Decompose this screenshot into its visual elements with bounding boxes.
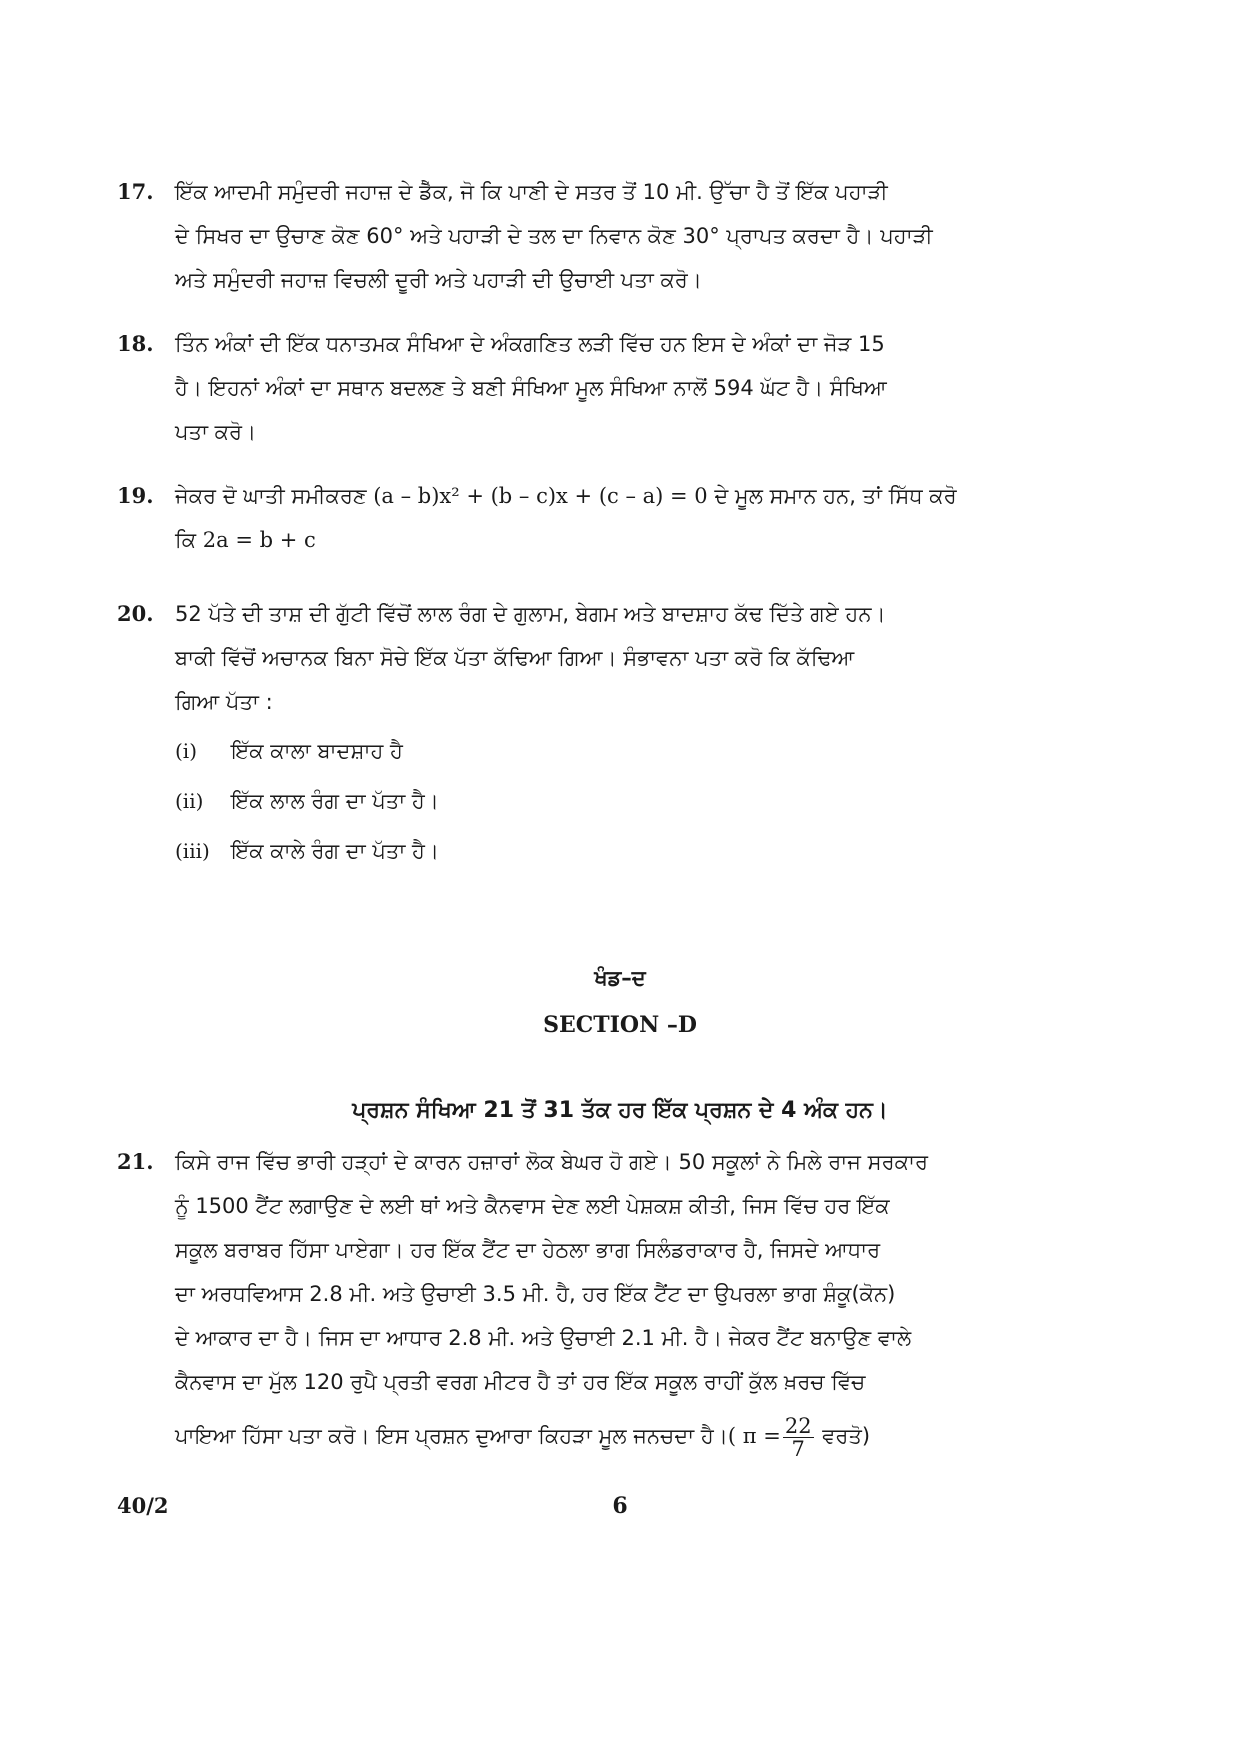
subpart-ii — [175, 776, 1067, 826]
question-text-segment: ਦੇ ਮੂਲ ਸਮਾਨ ਹਨ, ਤਾਂ ਸਿੱਧ ਕਰੋ — [707, 484, 957, 508]
question-19 — [117, 474, 1067, 562]
question-text — [175, 170, 1067, 302]
question-line: ਕੈਨਵਾਸ ਦਾ ਮੁੱਲ 120 ਰੁਪੈ ਪ੍ਰਤੀ ਵਰਗ ਮੀਟਰ ਹੈ ਤਾਂ ਹਰ ਇੱਕ ਸਕੂਲ ਰਾਹੀਂ ਕੁੱਲ ਖ਼ਰਚ ਵਿੱਚ — [175, 1370, 866, 1394]
subpart-text: ਇੱਕ ਕਾਲਾ ਬਾਦਸ਼ਾਹ ਹੈ — [231, 739, 403, 763]
section-title-punjabi: ਖੰਡ–ਦ — [594, 966, 646, 990]
question-line — [175, 474, 1067, 518]
subpart-label: (iii) — [175, 839, 210, 863]
question-line: ਹੈ। ਇਹਨਾਂ ਅੰਕਾਂ ਦਾ ਸਥਾਨ ਬਦਲਣ ਤੇ ਬਣੀ ਸੰਖਿਆ ਮੂਲ ਸੰਖਿਆ ਨਾਲੋਂ 594 ਘੱਟ ਹੈ। ਸੰਖਿਆ — [175, 376, 887, 400]
subpart-text: ਇੱਕ ਲਾਲ ਰੰਗ ਦਾ ਪੱਤਾ ਹੈ। — [231, 789, 439, 813]
subpart-label: (i) — [175, 739, 198, 763]
question-text — [175, 592, 1067, 876]
question-line: ਨੂੰ 1500 ਟੈਂਟ ਲਗਾਉਣ ਦੇ ਲਈ ਥਾਂ ਅਤੇ ਕੈਨਵਾਸ ਦੇਣ ਲਈ ਪੇਸ਼ਕਸ਼ ਕੀਤੀ, ਜਿਸ ਵਿੱਚ ਹਰ ਇੱਕ — [175, 1194, 890, 1218]
question-line: 52 ਪੱਤੇ ਦੀ ਤਾਸ਼ ਦੀ ਗੁੱਟੀ ਵਿੱਚੋਂ ਲਾਲ ਰੰਗ ਦੇ ਗੁਲਾਮ, ਬੇਗਮ ਅਤੇ ਬਾਦਸ਼ਾਹ ਕੱਢ ਦਿੱਤੇ ਗਏ ਹਨ। — [175, 602, 886, 626]
page-number: 6 — [612, 1493, 628, 1519]
pi-label: ( π = — [727, 1424, 781, 1448]
section-instruction: ਪ੍ਰਸ਼ਨ ਸੰਖਿਆ 21 ਤੋਂ 31 ਤੱਕ ਹਰ ਇੱਕ ਪ੍ਰਸ਼ਨ ਦੇ 4 ਅੰਕ ਹਨ। — [352, 1098, 888, 1123]
subpart-text: ਇੱਕ ਕਾਲੇ ਰੰਗ ਦਾ ਪੱਤਾ ਹੈ। — [231, 839, 440, 863]
question-number: 20. — [117, 601, 154, 626]
question-line — [175, 518, 1067, 562]
question-line: ਦੇ ਆਕਾਰ ਦਾ ਹੈ। ਜਿਸ ਦਾ ਆਧਾਰ 2.8 ਮੀ. ਅਤੇ ਉਚਾਈ 2.1 ਮੀ. ਹੈ। ਜੇਕਰ ਟੈਂਟ ਬਨਾਉਣ ਵਾਲੇ — [175, 1326, 912, 1350]
question-line — [175, 1414, 1067, 1460]
question-line: ਗਿਆ ਪੱਤਾ : — [175, 690, 273, 714]
question-number: 18. — [117, 331, 154, 356]
question-line: ਇੱਕ ਆਦਮੀ ਸਮੁੰਦਰੀ ਜਹਾਜ਼ ਦੇ ਡੈੱਕ, ਜੋ ਕਿ ਪਾਣੀ ਦੇ ਸਤਰ ਤੋਂ 10 ਮੀ. ਉੱਚਾ ਹੈ ਤੋਂ ਇੱਕ ਪਹਾੜੀ — [175, 180, 888, 204]
question-line: ਦੇ ਸਿਖਰ ਦਾ ਉਚਾਣ ਕੋਣ 60° ਅਤੇ ਪਹਾੜੀ ਦੇ ਤਲ ਦਾ ਨਿਵਾਨ ਕੋਣ 30° ਪ੍ਰਾਪਤ ਕਰਦਾ ਹੈ। ਪਹਾੜੀ — [175, 224, 933, 248]
subpart-i — [175, 726, 1067, 776]
subpart-label: (ii) — [175, 789, 204, 813]
question-line: ਸਕੂਲ ਬਰਾਬਰ ਹਿੱਸਾ ਪਾਏਗਾ। ਹਰ ਇੱਕ ਟੈਂਟ ਦਾ ਹੇਠਲਾ ਭਾਗ ਸਿਲੰਡਰਾਕਾਰ ਹੈ, ਜਿਸਦੇ ਆਧਾਰ — [175, 1238, 881, 1262]
fraction-numerator: 22 — [784, 1413, 812, 1438]
question-line: ਬਾਕੀ ਵਿੱਚੋਂ ਅਚਾਨਕ ਬਿਨਾ ਸੋਚੇ ਇੱਕ ਪੱਤਾ ਕੱਢਿਆ ਗਿਆ। ਸੰਭਾਵਨਾ ਪਤਾ ਕਰੋ ਕਿ ਕੱਢਿਆ — [175, 646, 855, 670]
question-number: 21. — [117, 1149, 154, 1174]
question-number: 19. — [117, 483, 154, 508]
question-number: 17. — [117, 179, 154, 204]
fraction-denominator: 7 — [791, 1436, 805, 1461]
question-line: ਅਤੇ ਸਮੁੰਦਰੀ ਜਹਾਜ਼ ਵਿਚਲੀ ਦੂਰੀ ਅਤੇ ਪਹਾੜੀ ਦੀ ਉਚਾਈ ਪਤਾ ਕਰੋ। — [175, 268, 702, 292]
question-18 — [117, 322, 1067, 454]
question-text-segment: ਕਿ — [175, 528, 203, 552]
question-line: ਦਾ ਅਰਧਵਿਆਸ 2.8 ਮੀ. ਅਤੇ ਉਚਾਈ 3.5 ਮੀ. ਹੈ, ਹਰ ਇੱਕ ਟੈਂਟ ਦਾ ਉਪਰਲਾ ਭਾਗ ਸ਼ੰਕੂ(ਕੋਨ) — [175, 1282, 896, 1306]
question-line: ਕਿਸੇ ਰਾਜ ਵਿੱਚ ਭਾਰੀ ਹੜ੍ਹਾਂ ਦੇ ਕਾਰਨ ਹਜ਼ਾਰਾਂ ਲੋਕ ਬੇਘਰ ਹੋ ਗਏ। 50 ਸਕੂਲਾਂ ਨੇ ਮਿਲੇ ਰਾਜ ਸਰਕਾਰ — [175, 1150, 929, 1174]
question-text-segment: ਪਾਇਆ ਹਿੱਸਾ ਪਤਾ ਕਰੋ। ਇਸ ਪ੍ਰਸ਼ਨ ਦੁਆਰਾ ਕਿਹੜਾ ਮੂਲ ਜਨਚਦਾ ਹੈ। — [175, 1424, 728, 1448]
question-21 — [117, 1140, 1067, 1460]
paper-code: 40/2 — [117, 1493, 169, 1518]
quadratic-equation: (a – b)x² + (b – c)x + (c – a) = 0 — [373, 484, 708, 508]
question-subparts — [175, 726, 1067, 876]
question-text-segment: ਜੇਕਰ ਦੋ ਘਾਤੀ ਸਮੀਕਰਣ — [175, 484, 374, 508]
question-line: ਪਤਾ ਕਰੋ। — [175, 420, 257, 444]
question-text — [175, 322, 1067, 454]
subpart-iii — [175, 826, 1067, 876]
question-20 — [117, 592, 1067, 876]
pi-fraction — [783, 1415, 814, 1460]
question-text — [175, 1140, 1067, 1460]
section-title-english: SECTION –D — [543, 1012, 697, 1038]
question-17 — [117, 170, 1067, 302]
question-text-segment: ਵਰਤੋ) — [815, 1424, 871, 1448]
question-line: ਤਿੰਨ ਅੰਕਾਂ ਦੀ ਇੱਕ ਧਨਾਤਮਕ ਸੰਖਿਆ ਦੇ ਅੰਕਗਣਿਤ ਲੜੀ ਵਿੱਚ ਹਨ ਇਸ ਦੇ ਅੰਕਾਂ ਦਾ ਜੋੜ 15 — [175, 332, 885, 356]
result-equation: 2a = b + c — [202, 528, 316, 552]
question-text — [175, 474, 1067, 562]
